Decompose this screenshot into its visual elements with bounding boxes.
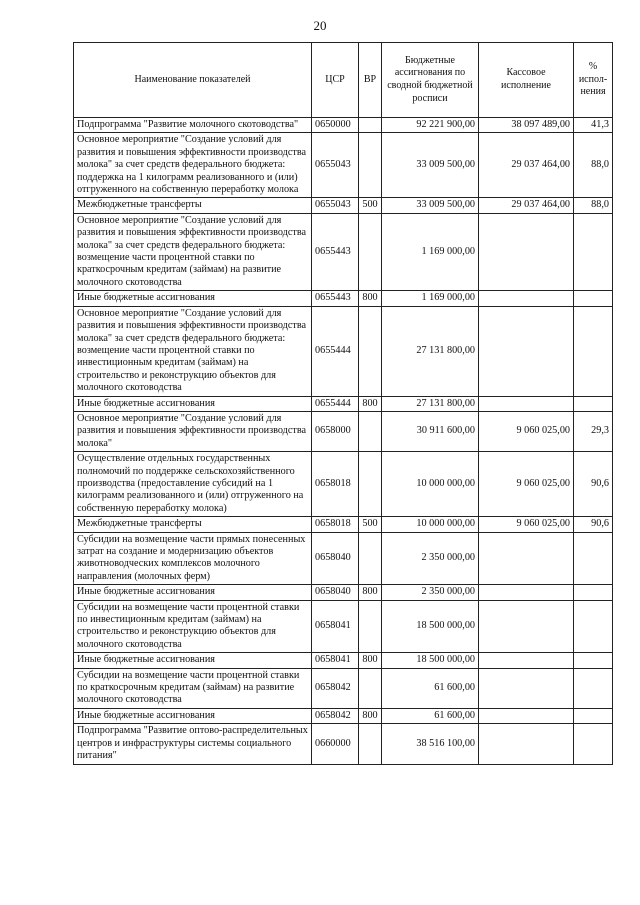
- cell-budget: 18 500 000,00: [382, 653, 479, 668]
- table-row: [74, 291, 613, 306]
- cell-percent: [574, 600, 613, 653]
- cell-budget: 33 009 500,00: [382, 133, 479, 198]
- cell-csr: 0650000: [312, 118, 359, 133]
- cell-csr: 0658018: [312, 452, 359, 517]
- cell-csr: 0660000: [312, 724, 359, 764]
- cell-name: Основное мероприятие "Создание условий для развития и повышения эффективности производства молока" за счет средств федерального бюджета: возмещение части процентной ставки по инвестиционным кредитам (займам) на строительство и реконструкцию объектов для молочного скотоводства: [74, 306, 312, 396]
- table-row: [74, 396, 613, 411]
- cell-csr: 0655443: [312, 291, 359, 306]
- cell-csr: 0655444: [312, 396, 359, 411]
- cell-name: Субсидии на возмещение части процентной ставки по инвестиционным кредитам (займам) на строительство и реконструкцию объектов для молочного скотоводства: [74, 600, 312, 653]
- table-row: [74, 411, 613, 451]
- cell-percent: [574, 585, 613, 600]
- cell-cash: [479, 532, 574, 585]
- cell-cash: 9 060 025,00: [479, 411, 574, 451]
- cell-csr: 0658000: [312, 411, 359, 451]
- cell-csr: 0655043: [312, 198, 359, 213]
- table-row: [74, 118, 613, 133]
- cell-cash: [479, 600, 574, 653]
- header-percent: % испол-нения: [574, 43, 613, 118]
- cell-cash: [479, 668, 574, 708]
- cell-budget: 1 169 000,00: [382, 213, 479, 290]
- cell-name: Основное мероприятие "Создание условий для развития и повышения эффективности производства молока": [74, 411, 312, 451]
- cell-vr: [359, 306, 382, 396]
- table-row: [74, 724, 613, 764]
- cell-csr: 0658042: [312, 668, 359, 708]
- table-row: [74, 306, 613, 396]
- cell-budget: 38 516 100,00: [382, 724, 479, 764]
- cell-budget: 33 009 500,00: [382, 198, 479, 213]
- cell-budget: 10 000 000,00: [382, 517, 479, 532]
- cell-name: Подпрограмма "Развитие оптово-распределительных центров и инфраструктуры системы социального питания": [74, 724, 312, 764]
- cell-csr: 0658018: [312, 517, 359, 532]
- table-row: [74, 600, 613, 653]
- cell-budget: 27 131 800,00: [382, 396, 479, 411]
- cell-budget: 30 911 600,00: [382, 411, 479, 451]
- cell-name: Осуществление отдельных государственных полномочий по поддержке сельскохозяйственного производства (предоставление субсидий на 1 килограмм реализованного и (или) отгруженного на собственную переработку молока): [74, 452, 312, 517]
- cell-vr: [359, 668, 382, 708]
- header-csr: ЦСР: [312, 43, 359, 118]
- table-row: [74, 517, 613, 532]
- cell-vr: [359, 532, 382, 585]
- cell-name: Основное мероприятие "Создание условий для развития и повышения эффективности производства молока" за счет средств федерального бюджета: поддержка на 1 килограмм реализованного и (или) отгруженного на собственную переработку молока: [74, 133, 312, 198]
- cell-vr: [359, 213, 382, 290]
- cell-vr: [359, 600, 382, 653]
- cell-name: Иные бюджетные ассигнования: [74, 653, 312, 668]
- cell-percent: 88,0: [574, 133, 613, 198]
- cell-vr: [359, 411, 382, 451]
- cell-name: Иные бюджетные ассигнования: [74, 708, 312, 723]
- cell-cash: [479, 653, 574, 668]
- cell-csr: 0658041: [312, 600, 359, 653]
- cell-csr: 0658040: [312, 585, 359, 600]
- cell-cash: [479, 396, 574, 411]
- cell-budget: 61 600,00: [382, 668, 479, 708]
- table-row: [74, 452, 613, 517]
- cell-vr: 800: [359, 708, 382, 723]
- budget-execution-table: [73, 42, 613, 765]
- cell-percent: [574, 668, 613, 708]
- cell-percent: [574, 708, 613, 723]
- cell-cash: [479, 724, 574, 764]
- cell-name: Основное мероприятие "Создание условий для развития и повышения эффективности производства молока" за счет средств федерального бюджета: возмещение части процентной ставки по краткосрочным кредитам (займам) на развитие молочного скотоводства: [74, 213, 312, 290]
- cell-name: Иные бюджетные ассигнования: [74, 585, 312, 600]
- header-cash: Кассовое исполнение: [479, 43, 574, 118]
- cell-percent: 90,6: [574, 517, 613, 532]
- table-header-row: [74, 43, 613, 118]
- cell-percent: 88,0: [574, 198, 613, 213]
- cell-budget: 1 169 000,00: [382, 291, 479, 306]
- header-budget: Бюджетные ассигнования по сводной бюджетной росписи: [382, 43, 479, 118]
- header-vr: ВР: [359, 43, 382, 118]
- cell-cash: 9 060 025,00: [479, 452, 574, 517]
- table-row: [74, 532, 613, 585]
- table-body: [74, 118, 613, 765]
- cell-cash: [479, 213, 574, 290]
- cell-percent: [574, 724, 613, 764]
- cell-name: Подпрограмма "Развитие молочного скотоводства": [74, 118, 312, 133]
- cell-budget: 2 350 000,00: [382, 585, 479, 600]
- table-row: [74, 668, 613, 708]
- cell-vr: 800: [359, 396, 382, 411]
- cell-name: Субсидии на возмещение части процентной ставки по краткосрочным кредитам (займам) на развитие молочного скотоводства: [74, 668, 312, 708]
- table-row: [74, 213, 613, 290]
- cell-cash: [479, 585, 574, 600]
- cell-percent: [574, 396, 613, 411]
- table-row: [74, 708, 613, 723]
- header-name: Наименование показателей: [74, 43, 312, 118]
- cell-budget: 18 500 000,00: [382, 600, 479, 653]
- cell-budget: 92 221 900,00: [382, 118, 479, 133]
- cell-cash: [479, 708, 574, 723]
- cell-cash: 29 037 464,00: [479, 133, 574, 198]
- page-number: 20: [313, 18, 327, 33]
- cell-percent: 29,3: [574, 411, 613, 451]
- table-row: [74, 653, 613, 668]
- cell-percent: 41,3: [574, 118, 613, 133]
- cell-name: Иные бюджетные ассигнования: [74, 291, 312, 306]
- cell-budget: 61 600,00: [382, 708, 479, 723]
- cell-budget: 27 131 800,00: [382, 306, 479, 396]
- cell-cash: [479, 306, 574, 396]
- cell-percent: [574, 653, 613, 668]
- cell-vr: [359, 724, 382, 764]
- cell-budget: 10 000 000,00: [382, 452, 479, 517]
- cell-cash: [479, 291, 574, 306]
- cell-cash: 9 060 025,00: [479, 517, 574, 532]
- cell-vr: 800: [359, 585, 382, 600]
- cell-percent: [574, 213, 613, 290]
- cell-percent: [574, 291, 613, 306]
- cell-name: Межбюджетные трансферты: [74, 517, 312, 532]
- cell-vr: [359, 452, 382, 517]
- cell-vr: [359, 133, 382, 198]
- cell-percent: [574, 532, 613, 585]
- table-row: [74, 198, 613, 213]
- cell-vr: 800: [359, 653, 382, 668]
- cell-vr: 800: [359, 291, 382, 306]
- table-row: [74, 585, 613, 600]
- cell-csr: 0655444: [312, 306, 359, 396]
- cell-budget: 2 350 000,00: [382, 532, 479, 585]
- cell-percent: 90,6: [574, 452, 613, 517]
- cell-name: Субсидии на возмещение части прямых понесенных затрат на создание и модернизацию объектов животноводческих комплексов молочного направления (молочных ферм): [74, 532, 312, 585]
- cell-cash: 29 037 464,00: [479, 198, 574, 213]
- table-row: [74, 133, 613, 198]
- cell-vr: 500: [359, 517, 382, 532]
- cell-name: Иные бюджетные ассигнования: [74, 396, 312, 411]
- cell-cash: 38 097 489,00: [479, 118, 574, 133]
- cell-name: Межбюджетные трансферты: [74, 198, 312, 213]
- cell-vr: [359, 118, 382, 133]
- cell-vr: 500: [359, 198, 382, 213]
- cell-csr: 0658040: [312, 532, 359, 585]
- cell-csr: 0658041: [312, 653, 359, 668]
- cell-percent: [574, 306, 613, 396]
- cell-csr: 0658042: [312, 708, 359, 723]
- cell-csr: 0655443: [312, 213, 359, 290]
- cell-csr: 0655043: [312, 133, 359, 198]
